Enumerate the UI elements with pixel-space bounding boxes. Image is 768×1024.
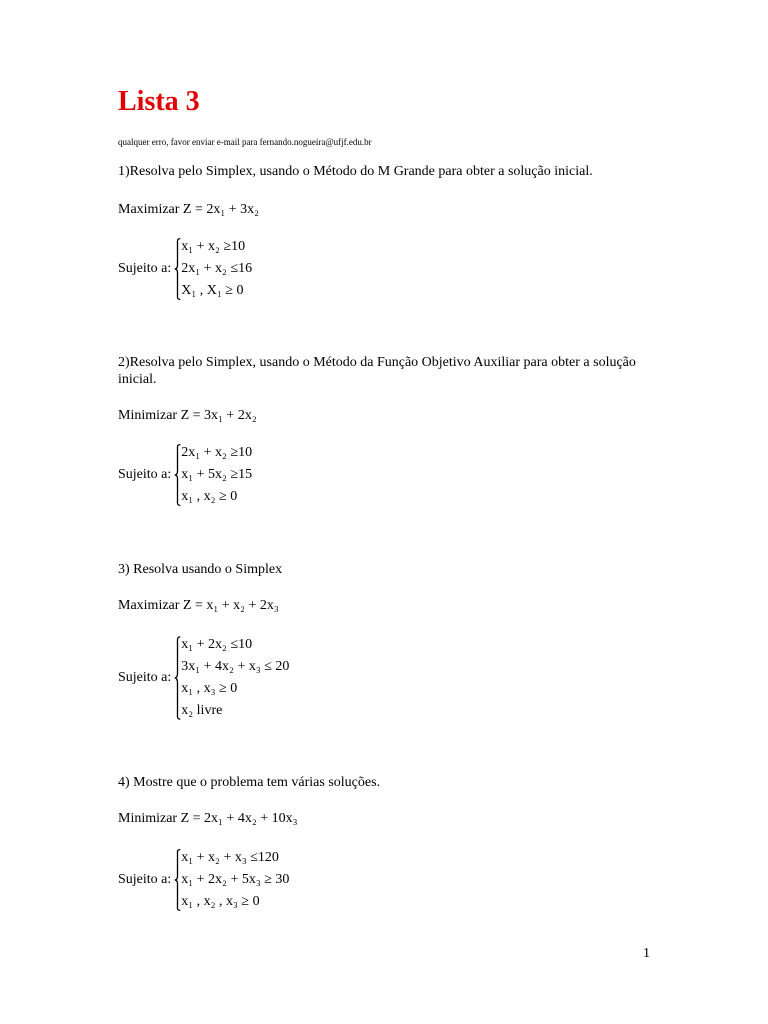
subject-to-label: Sujeito a:: [118, 467, 172, 482]
subject-to-label: Sujeito a:: [118, 261, 172, 276]
problem-1-objective: Maximizar Z = 2x₁ + 3x₂: [118, 202, 260, 217]
problem-2-constraints: [118, 442, 252, 508]
brace-icon: [174, 238, 181, 300]
subject-to-label: Sujeito a:: [118, 670, 172, 685]
brace-icon: [174, 636, 181, 720]
problem-1-statement: 1)Resolva pelo Simplex, usando o Método do M Grande para obter a solução inicial.: [118, 164, 593, 179]
brace-icon: [174, 849, 181, 911]
problem-3-objective: Maximizar Z = x₁ + x₂ + 2x₃: [118, 598, 279, 613]
constraint: x₁ + 5x₂ ≥15: [181, 467, 253, 482]
problem-2-objective: Minimizar Z = 3x₁ + 2x₂: [118, 408, 257, 423]
constraint: x₁ + x₂ + x₃ ≤120: [181, 850, 279, 865]
constraint: 2x₁ + x₂ ≥10: [181, 445, 253, 460]
constraint: x₁ + 2x₂ ≤10: [181, 637, 253, 652]
constraint: x₁ , x₂ , x₃ ≥ 0: [181, 894, 260, 909]
page-title: Lista 3: [118, 86, 200, 117]
page-number: 1: [643, 946, 650, 961]
constraint: x₁ + 2x₂ + 5x₃ ≥ 30: [181, 872, 290, 887]
problem-2-statement-line-2: inicial.: [118, 372, 157, 387]
contact-note: qualquer erro, favor enviar e-mail para fernando.nogueira@ufjf.edu.br: [118, 137, 372, 147]
problem-3-statement: 3) Resolva usando o Simplex: [118, 562, 283, 577]
problem-2-statement-line-1: 2)Resolva pelo Simplex, usando o Método da Função Objetivo Auxiliar para obter a solução: [118, 355, 636, 370]
problem-1-constraints: [118, 236, 252, 302]
subject-to-label: Sujeito a:: [118, 872, 172, 887]
problem-4-constraints: [118, 847, 289, 913]
constraint: x₁ + x₂ ≥10: [181, 239, 246, 254]
constraint: 3x₁ + 4x₂ + x₃ ≤ 20: [181, 659, 290, 674]
problem-4-objective: Minimizar Z = 2x₁ + 4x₂ + 10x₃: [118, 811, 298, 826]
problem-3-constraints: [118, 634, 289, 722]
brace-icon: [174, 444, 181, 506]
constraint: x₁ , x₂ ≥ 0: [181, 489, 238, 504]
constraint: x₂ livre: [181, 703, 223, 718]
problem-4-statement: 4) Mostre que o problema tem várias soluções.: [118, 775, 381, 790]
constraint: x₁ , x₃ ≥ 0: [181, 681, 238, 696]
constraint: 2x₁ + x₂ ≤16: [181, 261, 253, 276]
constraint: X₁ , X₁ ≥ 0: [181, 283, 244, 298]
